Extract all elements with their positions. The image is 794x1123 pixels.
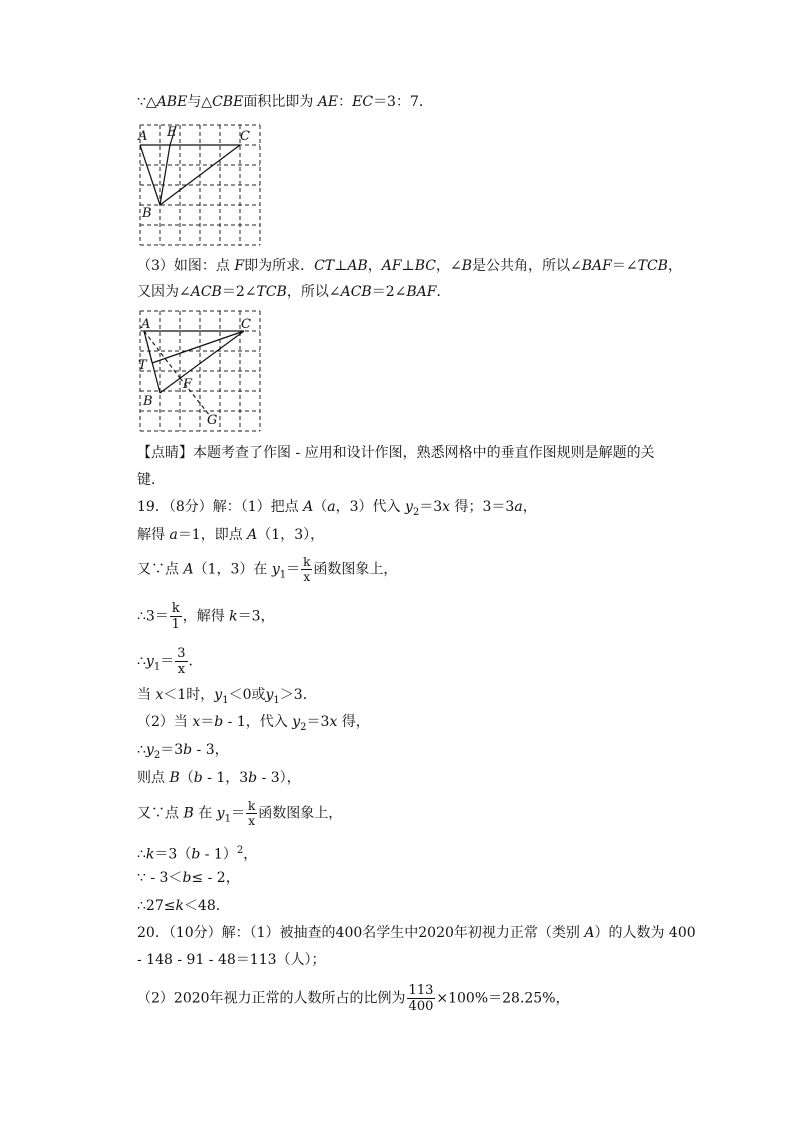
grid-figure-2 (135, 306, 267, 434)
q19-line-10: 又∵点 B 在 $y_1=$ $\frac{k}{x}$ 函数图象上， (137, 799, 343, 828)
dianjing-line-1: 【点睛】本题考查了作图 - 应用和设计作图，熟悉网格中的垂直作图规则是解题的关 (137, 445, 655, 461)
q19-line-3: 又∵点 A（1，3）在 $y_1=$ $\frac{k}{x}$ 函数图象上， (137, 555, 398, 584)
q19-line-13: ∴27≤k＜48． (137, 898, 230, 914)
grid-figure-1 (135, 120, 267, 248)
q19-line-11: ∴k＝3（b - 1）$^2$， (137, 845, 258, 863)
q19-line-8: $\therefore y_2=3b - 3$， (137, 742, 229, 761)
q20-line-3: （2）2020年视力正常的人数所占的比例为 $\frac{113}{400}$ ×100%＝28.25%， (137, 983, 570, 1014)
q19-line-5: $\therefore y_1=$ $\frac{3}{x}$ ． (137, 646, 203, 677)
fig2-label-B: B (143, 394, 153, 409)
fraction-113-over-400: $\frac{113}{400}$ (408, 983, 434, 1014)
fig2-label-A: A (141, 317, 151, 332)
fraction-k-over-x: $\frac{k}{x}$ (303, 555, 311, 584)
q19-line-7: （2）当 x＝b - 1，代入 $y_2=3x$ 得， (137, 714, 370, 733)
dianjing-line-2: 键． (137, 472, 165, 488)
fig1-label-A: A (138, 129, 148, 144)
q19-line-4: ∴3＝ $\frac{k}{1}$ ，解得 k＝3， (137, 601, 275, 632)
ratio-line: ∵△ABE与△CBE面积比即为 AE：EC＝3：7． (137, 94, 433, 110)
fig2-label-T: T (138, 358, 147, 373)
fig1-label-C: C (240, 129, 250, 144)
fraction-k-over-1: $\frac{k}{1}$ (171, 601, 180, 632)
fig1-label-B: B (142, 206, 152, 221)
fraction-3-over-x: $\frac{3}{x}$ (177, 646, 186, 677)
fig2-label-G: G (207, 413, 218, 428)
fig1-label-E: E (167, 125, 177, 140)
q20-line-2: - 148 - 91 - 48＝113（人）； (137, 952, 326, 968)
q19-line-9: 则点 B（b - 1，3b - 3）， (137, 770, 301, 786)
fraction-k-over-x-2: $\frac{k}{x}$ (247, 799, 256, 828)
part3-line-1: （3）如图：点 F即为所求．CT⊥AB，AF⊥BC，∠B是公共角，所以∠BAF＝∠TCB， (137, 258, 682, 274)
fig2-label-F: F (183, 377, 193, 392)
q19-line-6: 当 x＜1时，$y_1<0$或$y_1>3$． (137, 687, 317, 706)
q19-line-12: ∵ - 3＜b≤ - 2， (137, 870, 240, 886)
part3-line-2: 又因为∠ACB＝2∠TCB，所以∠ACB＝2∠BAF． (137, 284, 451, 300)
q19-line-1: 19．（8分）解：（1）把点 A（a，3）代入 $y_2=3x$ 得；3＝3a， (137, 499, 537, 518)
q19-line-2: 解得 a＝1，即点 A（1，3）， (137, 527, 325, 543)
q20-line-1: 20．（10分）解：（1）被抽查的400名学生中2020年初视力正常（类别 A）的人数为 400 (137, 925, 696, 941)
fig2-label-C: C (241, 317, 251, 332)
